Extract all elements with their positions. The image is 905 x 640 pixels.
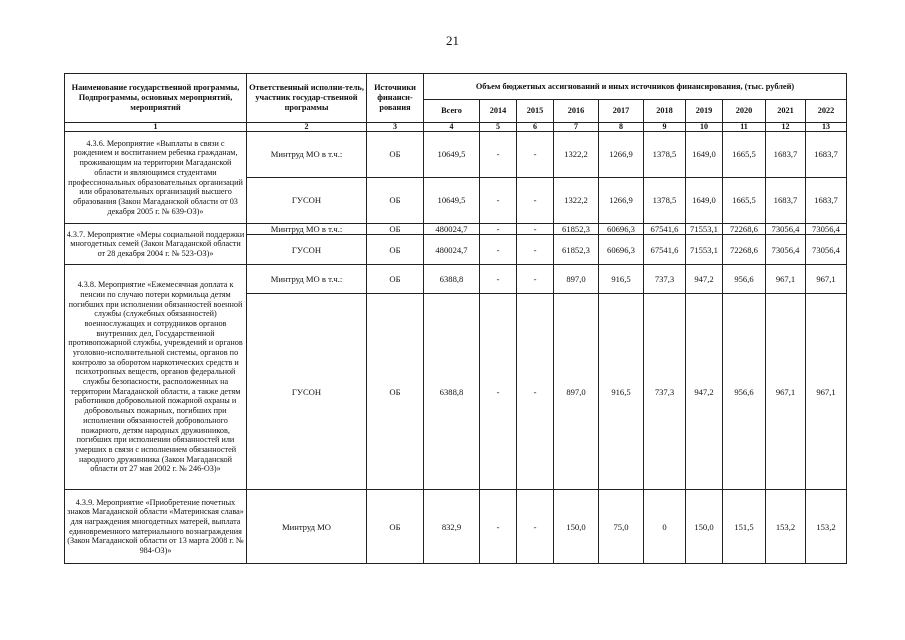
value-cell: 61852,3 bbox=[554, 224, 599, 235]
value-cell: 60696,3 bbox=[599, 235, 644, 265]
source-cell: ОБ bbox=[367, 132, 424, 178]
measure-name: 4.3.6. Мероприятие «Выплаты в связи с рождением и воспитанием ребенка гражданам, проживающим на территории Магаданской области и являющимся студентами профессиональных образовательных организаций или образовательных организаций высшего образования (Закон Магаданской области от 03 декабря 2005 г. № 639-ОЗ)» bbox=[65, 132, 247, 224]
header-year: 2019 bbox=[686, 100, 723, 123]
column-number: 10 bbox=[686, 123, 723, 132]
total-cell: 480024,7 bbox=[424, 224, 480, 235]
value-cell: 67541,6 bbox=[644, 224, 686, 235]
value-cell: 1649,0 bbox=[686, 132, 723, 178]
value-cell: - bbox=[480, 178, 517, 224]
column-number: 4 bbox=[424, 123, 480, 132]
header-executor: Ответственный исполни-тель, участник государ-ственной программы bbox=[247, 74, 367, 123]
value-cell: 72268,6 bbox=[723, 224, 766, 235]
source-cell: ОБ bbox=[367, 265, 424, 294]
page-number: 21 bbox=[446, 33, 459, 48]
value-cell: - bbox=[517, 132, 554, 178]
value-cell: 72268,6 bbox=[723, 235, 766, 265]
total-cell: 10649,5 bbox=[424, 132, 480, 178]
header-total: Всего bbox=[424, 100, 480, 123]
total-cell: 10649,5 bbox=[424, 178, 480, 224]
table-row bbox=[65, 132, 847, 178]
value-cell: - bbox=[517, 490, 554, 564]
value-cell: 61852,3 bbox=[554, 235, 599, 265]
column-number: 8 bbox=[599, 123, 644, 132]
value-cell: 73056,4 bbox=[766, 235, 806, 265]
value-cell: - bbox=[517, 235, 554, 265]
executor-cell: Минтруд МО в т.ч.: bbox=[247, 132, 367, 178]
value-cell: 737,3 bbox=[644, 265, 686, 294]
value-cell: 150,0 bbox=[554, 490, 599, 564]
value-cell: 153,2 bbox=[806, 490, 847, 564]
table-row bbox=[65, 490, 847, 564]
column-number: 12 bbox=[766, 123, 806, 132]
executor-cell: ГУСОН bbox=[247, 294, 367, 490]
value-cell: 1378,5 bbox=[644, 132, 686, 178]
value-cell: 1322,2 bbox=[554, 178, 599, 224]
column-number: 1 bbox=[65, 123, 247, 132]
header-year: 2022 bbox=[806, 100, 847, 123]
header-name: Наименование государственной программы, Подпрограммы, основных мероприятий, мероприятий bbox=[65, 74, 247, 123]
value-cell: - bbox=[480, 235, 517, 265]
value-cell: 1322,2 bbox=[554, 132, 599, 178]
value-cell: 1378,5 bbox=[644, 178, 686, 224]
value-cell: 1683,7 bbox=[766, 178, 806, 224]
header-year: 2020 bbox=[723, 100, 766, 123]
total-cell: 6388,8 bbox=[424, 265, 480, 294]
column-number: 2 bbox=[247, 123, 367, 132]
executor-cell: ГУСОН bbox=[247, 235, 367, 265]
value-cell: - bbox=[517, 294, 554, 490]
value-cell: 967,1 bbox=[806, 265, 847, 294]
value-cell: 737,3 bbox=[644, 294, 686, 490]
header-year: 2016 bbox=[554, 100, 599, 123]
value-cell: 1665,5 bbox=[723, 178, 766, 224]
value-cell: 71553,1 bbox=[686, 224, 723, 235]
value-cell: 1649,0 bbox=[686, 178, 723, 224]
value-cell: - bbox=[517, 178, 554, 224]
measure-name: 4.3.8. Мероприятие «Ежемесячная доплата к пенсии по случаю потери кормильца детям погибших при исполнении обязанностей военной службы (служебных обязанностей) военнослужащих и сотрудников органов внутренних дел, Государственной противопожарной службы, учреждений и органов уголовно-исполнительной системы, органов по контролю за оборотом наркотических средств и психотропных веществ, органов федеральной службы безопасности, расположенных на территории Магаданской области, а также детям работников добровольной пожарной охраны и добровольных пожарных, погибших при исполнении обязанностей добровольного пожарного, детям народных дружинников, погибших при исполнении обязанностей или умерших в связи с исполнением обязанностей народного дружинника (Закон Магаданской области от 27 мая 2002 г. № 246-ОЗ)» bbox=[65, 265, 247, 490]
value-cell: - bbox=[480, 490, 517, 564]
source-cell: ОБ bbox=[367, 490, 424, 564]
header-source: Источники финанси-рования bbox=[367, 74, 424, 123]
total-cell: 6388,8 bbox=[424, 294, 480, 490]
value-cell: 1266,9 bbox=[599, 132, 644, 178]
header-volume: Объем бюджетных ассигнований и иных источников финансирования, (тыс. рублей) bbox=[424, 74, 847, 100]
value-cell: 967,1 bbox=[766, 265, 806, 294]
value-cell: 71553,1 bbox=[686, 235, 723, 265]
total-cell: 832,9 bbox=[424, 490, 480, 564]
source-cell: ОБ bbox=[367, 224, 424, 235]
value-cell: 0 bbox=[644, 490, 686, 564]
value-cell: - bbox=[480, 294, 517, 490]
value-cell: 916,5 bbox=[599, 265, 644, 294]
value-cell: 956,6 bbox=[723, 265, 766, 294]
value-cell: - bbox=[480, 224, 517, 235]
value-cell: 967,1 bbox=[766, 294, 806, 490]
value-cell: 1683,7 bbox=[806, 132, 847, 178]
value-cell: 967,1 bbox=[806, 294, 847, 490]
value-cell: - bbox=[517, 265, 554, 294]
value-cell: 897,0 bbox=[554, 265, 599, 294]
value-cell: 956,6 bbox=[723, 294, 766, 490]
value-cell: - bbox=[480, 132, 517, 178]
total-cell: 480024,7 bbox=[424, 235, 480, 265]
header-year: 2014 bbox=[480, 100, 517, 123]
header-year: 2015 bbox=[517, 100, 554, 123]
column-number: 9 bbox=[644, 123, 686, 132]
budget-table bbox=[64, 73, 847, 564]
source-cell: ОБ bbox=[367, 235, 424, 265]
value-cell: 947,2 bbox=[686, 294, 723, 490]
value-cell: 75,0 bbox=[599, 490, 644, 564]
measure-name: 4.3.9. Мероприятие «Приобретение почетных знаков Магаданской области «Материнская слава» для награждения многодетных матерей, выплата единовременного материального вознаграждения (Закон Магаданской области от 13 марта 2008 г. № 984-ОЗ)» bbox=[65, 490, 247, 564]
source-cell: ОБ bbox=[367, 294, 424, 490]
value-cell: - bbox=[480, 265, 517, 294]
executor-cell: Минтруд МО в т.ч.: bbox=[247, 265, 367, 294]
value-cell: 73056,4 bbox=[806, 235, 847, 265]
value-cell: 153,2 bbox=[766, 490, 806, 564]
column-number: 13 bbox=[806, 123, 847, 132]
value-cell: 1683,7 bbox=[806, 178, 847, 224]
value-cell: 150,0 bbox=[686, 490, 723, 564]
column-number: 11 bbox=[723, 123, 766, 132]
value-cell: 73056,4 bbox=[766, 224, 806, 235]
source-cell: ОБ bbox=[367, 178, 424, 224]
header-year: 2018 bbox=[644, 100, 686, 123]
executor-cell: ГУСОН bbox=[247, 178, 367, 224]
column-number: 3 bbox=[367, 123, 424, 132]
measure-name: 4.3.7. Мероприятие «Меры социальной поддержки многодетных семей (Закон Магаданской области от 28 декабря 2004 г. № 523-ОЗ)» bbox=[65, 224, 247, 265]
header-year: 2021 bbox=[766, 100, 806, 123]
value-cell: 73056,4 bbox=[806, 224, 847, 235]
value-cell: 1683,7 bbox=[766, 132, 806, 178]
value-cell: 1266,9 bbox=[599, 178, 644, 224]
column-number: 6 bbox=[517, 123, 554, 132]
value-cell: 947,2 bbox=[686, 265, 723, 294]
executor-cell: Минтруд МО в т.ч.: bbox=[247, 224, 367, 235]
value-cell: - bbox=[517, 224, 554, 235]
header-year: 2017 bbox=[599, 100, 644, 123]
value-cell: 67541,6 bbox=[644, 235, 686, 265]
column-number: 5 bbox=[480, 123, 517, 132]
column-number: 7 bbox=[554, 123, 599, 132]
table-row bbox=[65, 224, 847, 235]
value-cell: 916,5 bbox=[599, 294, 644, 490]
value-cell: 1665,5 bbox=[723, 132, 766, 178]
table-row bbox=[65, 265, 847, 294]
value-cell: 151,5 bbox=[723, 490, 766, 564]
value-cell: 60696,3 bbox=[599, 224, 644, 235]
value-cell: 897,0 bbox=[554, 294, 599, 490]
executor-cell: Минтруд МО bbox=[247, 490, 367, 564]
